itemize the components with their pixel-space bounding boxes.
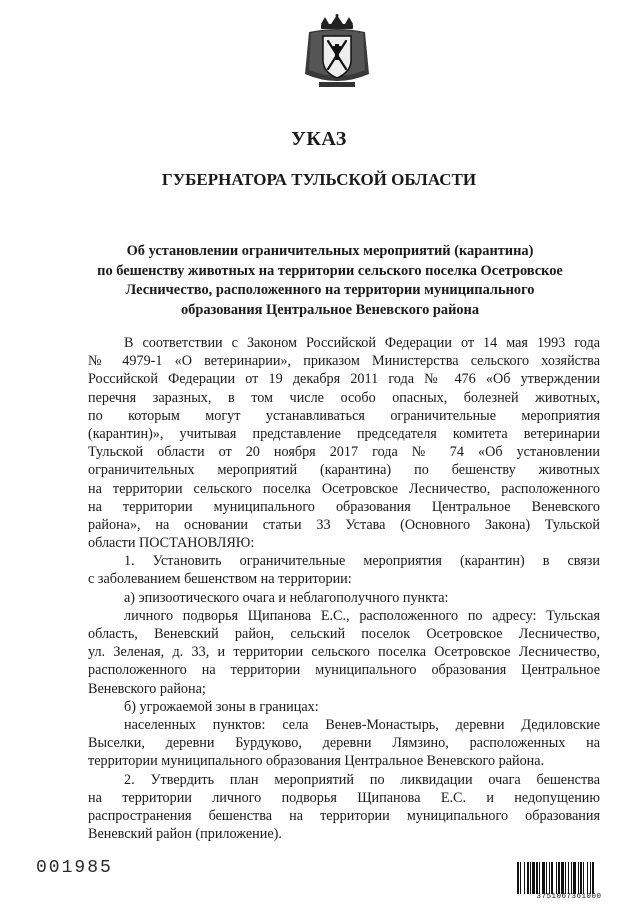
document-heading: [80, 242, 580, 320]
body-line: района», на основании статьи 33 Устава (Основного Закона) Тульской: [88, 516, 600, 533]
body-line: область, Веневский район, сельский поселок Осетровское Лесничество,: [88, 626, 600, 642]
document-body: [88, 334, 600, 843]
body-line: перечня заразных, в том числе особо опасных, болезней животных,: [88, 389, 600, 406]
body-line: на территории муниципального образования Центральное Веневского: [88, 498, 600, 515]
body-line: Выселки, деревни Бурдуково, деревни Лямзино, расположенных на: [88, 735, 600, 752]
body-line: Тульской области от 20 ноября 2017 года № 74 «Об установлении: [88, 444, 600, 461]
body-line: а) эпизоотического очага и неблагополучного пункта:: [124, 589, 449, 606]
body-line: ул. Зеленая, д. 33, и территории сельского поселка Осетровское Лесничество,: [88, 644, 600, 661]
body-line: населенных пунктов: села Венев-Монастырь, деревни Дедиловские: [124, 716, 600, 733]
body-line: 1. Установить ограничительные мероприятия (карантин) в связи: [124, 553, 600, 570]
body-line: расположенного на территории муниципального образования Центральное: [88, 662, 600, 679]
body-line: № 4979-1 «О ветеринарии», приказом Министерства сельского хозяйства: [88, 353, 600, 370]
body-line: области ПОСТАНОВЛЯЮ:: [88, 535, 255, 552]
body-line: (карантин)», учитывая представление председателя комитета ветеринарии: [88, 425, 600, 442]
tula-coat-of-arms-icon: [297, 14, 377, 94]
body-line: личного подворья Щипанова Е.С., расположенного по адресу: Тульская: [124, 607, 600, 624]
heading-line: по бешенству животных на территории сельского поселка Осетровское: [97, 262, 563, 279]
heading-line: Об установлении ограничительных мероприятий (карантина): [126, 243, 534, 259]
barcode-icon: [516, 862, 622, 894]
body-line: территории муниципального образования Центральное Веневского района.: [88, 753, 545, 770]
barcode: [516, 862, 622, 902]
heading-line: образования Центральное Веневского района: [180, 301, 480, 318]
document-serial-number: 001985: [36, 858, 113, 878]
body-line: на территории личного подворья Щипанова Е.С. и недопущению: [88, 789, 600, 806]
document-type: УКАЗ: [291, 128, 347, 150]
heading-line: Лесничество, расположенного на территории муниципального: [125, 282, 535, 298]
body-line: Российской Федерации от 19 декабря 2011 года № 476 «Об утверждении: [88, 371, 600, 388]
document-issuer: ГУБЕРНАТОРА ТУЛЬСКОЙ ОБЛАСТИ: [161, 170, 477, 189]
body-line: распространения бешенства на территории муниципального образования: [88, 807, 600, 824]
body-line: на территории сельского поселка Осетровское Лесничество, расположенного: [88, 480, 600, 497]
body-line: б) угрожаемой зоны в границах:: [124, 698, 319, 715]
body-line: В соответствии с Законом Российской Федерации от 14 мая 1993 года: [124, 335, 600, 351]
body-line: с заболеванием бешенством на территории:: [88, 571, 352, 588]
barcode-number: 3751067361000: [536, 893, 602, 901]
body-line: Веневский район (приложение).: [88, 826, 282, 843]
body-line: Веневского района;: [88, 680, 206, 697]
body-line: 2. Утвердить план мероприятий по ликвидации очага бешенства: [124, 771, 600, 788]
body-line: ограничительных мероприятий (карантина) по бешенству животных: [88, 462, 600, 479]
body-line: по которым могут устанавливаться ограничительные мероприятия: [88, 407, 600, 424]
